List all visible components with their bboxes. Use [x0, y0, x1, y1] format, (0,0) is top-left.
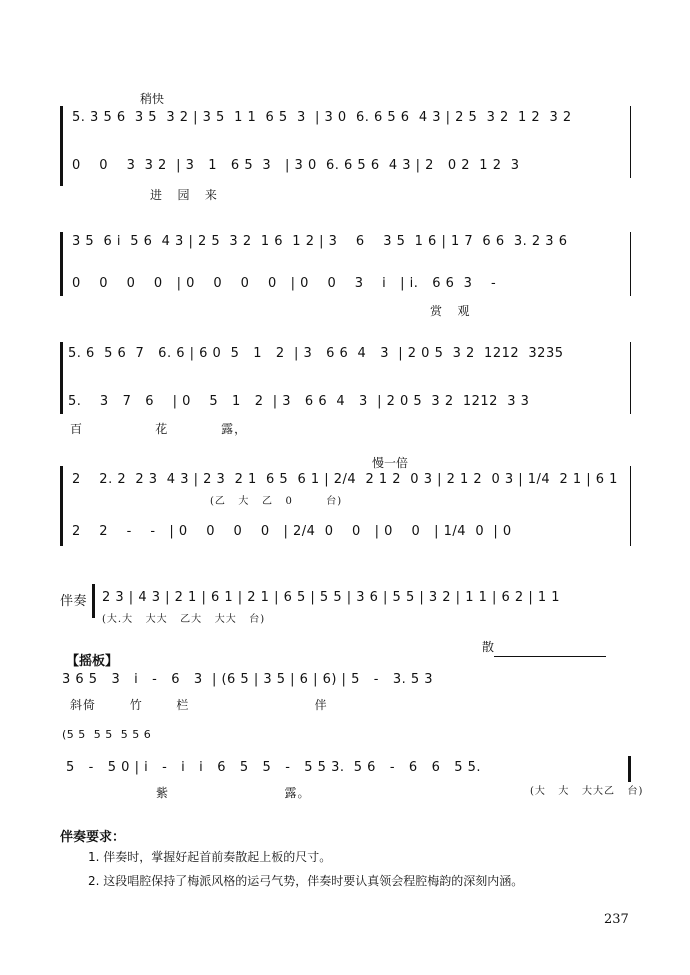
lyrics-line: 赏 观: [430, 304, 471, 318]
melody-notes: 3 6 5 3 i - 6 3 | (6 5 | 3 5 | 6 | 6) | 5 - 3. 5 3: [62, 672, 434, 687]
section-title: 【摇板】: [66, 654, 119, 669]
system-bracket: [92, 584, 95, 618]
final-barline: [628, 756, 631, 782]
phrase-slur: [494, 656, 606, 657]
barline: [630, 232, 631, 296]
lower-staff-notes: 0 0 0 0 | 0 0 0 0 | 0 0 3 i | i. 6 6 3 -: [72, 276, 497, 291]
lyrics-line: 百 花 露，: [70, 422, 248, 436]
lyrics-line: 紫 露。: [156, 786, 311, 800]
lower-staff-notes: 5. 3 7 6 | 0 5 1 2 | 3 6 6 4 3 | 2 0 5 3 2 1212 3 3: [68, 394, 530, 409]
note-item-2: 2. 这段唱腔保持了梅派风格的运弓气势，伴奏时要认真领会程腔梅韵的深刻内涵。: [88, 874, 524, 888]
percussion-line: (乙 大 乙 0 台): [210, 496, 343, 507]
barline: [630, 106, 631, 178]
upper-staff-notes: 5. 6 5 6 7 6. 6 | 6 0 5 1 2 | 3 6 6 4 3 | 2 0 5 3 2 1212 3235: [68, 346, 564, 361]
system-bracket: [60, 232, 63, 296]
page-number: 237: [604, 912, 629, 927]
system-bracket: [60, 466, 63, 546]
lyrics-line: 进 园 来: [150, 188, 218, 202]
note-item-1: 1. 伴奏时，掌握好起首前奏散起上板的尺寸。: [88, 850, 332, 864]
lower-staff-notes: 0 0 3 3 2 | 3 1 6 5 3 | 3 0 6. 6 5 6 4 3 | 2 0 2 1 2 3: [72, 158, 520, 173]
system-bracket: [60, 342, 63, 414]
tempo-marking: 慢一倍: [372, 456, 409, 470]
melody-notes: 5 - 5 0 | i - i i 6 5 5 - 5 5 3. 5 6 - 6 6 5 5.: [66, 760, 482, 775]
upper-staff-notes: 2 2. 2 2 3 4 3 | 2 3 2 1 6 5 6 1 | 2/4 2 1 2 0 3 | 2 1 2 0 3 | 1/4 2 1 | 6 1: [72, 472, 618, 487]
accompaniment-figure: (5 5 5 5 5 5 6: [62, 728, 152, 741]
accompaniment-notes: 2 3 | 4 3 | 2 1 | 6 1 | 2 1 | 6 5 | 5 5 | 3 6 | 5 5 | 3 2 | 1 1 | 6 2 | 1 1: [102, 590, 561, 605]
upper-staff-notes: 5. 3 5 6 3 5 3 2 | 3 5 1 1 6 5 3 | 3 0 6. 6 5 6 4 3 | 2 5 3 2 1 2 3 2: [72, 110, 572, 125]
percussion-line: (大 大 大大乙 台): [530, 786, 644, 797]
tempo-marking: 稍快: [140, 92, 165, 106]
barline: [630, 466, 631, 546]
barline: [630, 342, 631, 414]
lower-staff-notes: 2 2 - - | 0 0 0 0 | 2/4 0 0 | 0 0 | 1/4 0 | 0: [72, 524, 512, 539]
accompaniment-label: 伴奏: [60, 594, 88, 609]
lyrics-line: 斜倚 竹 栏 伴: [70, 698, 328, 712]
system-bracket: [60, 106, 63, 186]
notes-title: 伴奏要求：: [60, 830, 126, 845]
tempo-marking: 散: [482, 640, 495, 654]
percussion-line: (大.大 大大 乙大 大大 台): [102, 614, 266, 625]
upper-staff-notes: 3 5 6 i 5 6 4 3 | 2 5 3 2 1 6 1 2 | 3 6 3 5 1 6 | 1 7 6 6 3. 2 3 6: [72, 234, 568, 249]
